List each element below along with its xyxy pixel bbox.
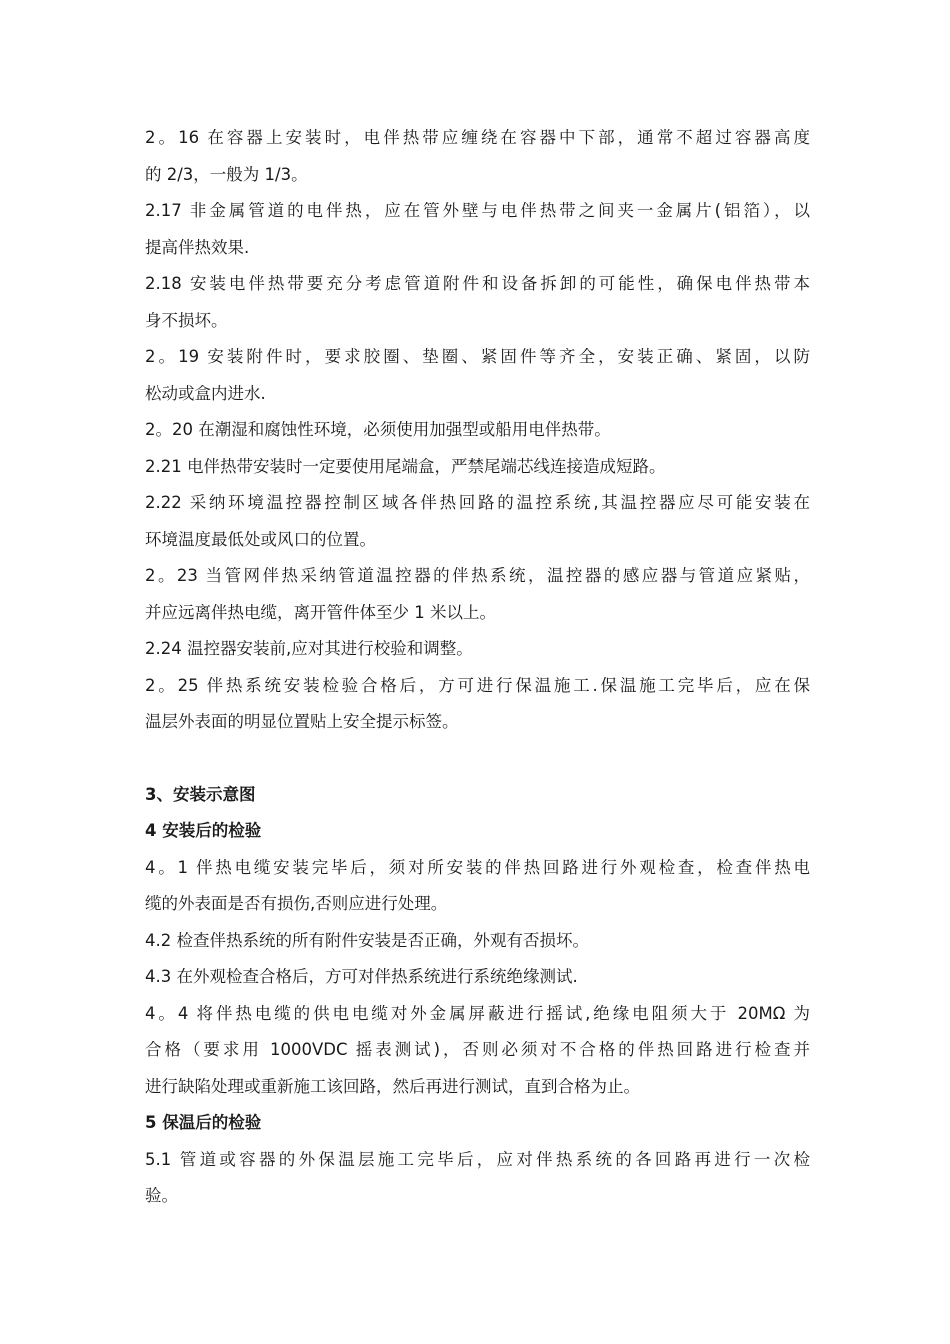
paragraph-4-1 [145,850,810,923]
paragraph-2-24 [145,631,810,668]
paragraph-2-21 [145,449,810,486]
paragraph-2-23 [145,558,810,631]
text-line: 4。1 伴热电缆安装完毕后，须对所安装的伴热回路进行外观检查，检查伴热电 [145,857,810,877]
paragraph-2-22 [145,485,810,558]
text-line: 松动或盒内进水. [145,383,266,403]
text-line: 身不损坏。 [145,310,228,330]
paragraph-2-16 [145,120,810,193]
text-line: 5.1 管道或容器的外保温层施工完毕后，应对伴热系统的各回路再进行一次检 [145,1149,810,1169]
paragraph-4-4 [145,996,810,1106]
paragraph-2-17 [145,193,810,266]
text-line: 2.18 安装电伴热带要充分考虑管道附件和设备拆卸的可能性，确保电伴热带本 [145,274,810,293]
blank-line [145,741,810,777]
text-line: 并应远离伴热电缆，离开管件体至少 1 米以上。 [145,602,496,622]
document-body [145,120,810,1215]
text-line: 合格（要求用 1000VDC 摇表测试)，否则必须对不合格的伴热回路进行检查并 [145,1040,810,1059]
text-line: 2.17 非金属管道的电伴热，应在管外壁与电伴热带之间夹一金属片(铝箔），以 [145,201,810,220]
text-line: 2。20 在潮湿和腐蚀性环境，必须使用加强型或船用电伴热带。 [145,420,611,439]
text-line: 4。4 将伴热电缆的供电电缆对外金属屏蔽进行摇试,绝缘电阻须大于 20MΩ 为 [145,1003,810,1023]
text-line: 验。 [145,1186,178,1205]
text-line: 2。23 当管网伴热采纳管道温控器的伴热系统，温控器的感应器与管道应紧贴， [145,566,810,585]
paragraph-2-19 [145,339,810,412]
text-line: 提高伴热效果. [145,237,250,257]
text-line: 进行缺陷处理或重新施工该回路，然后再进行测试，直到合格为止。 [145,1076,640,1096]
section-3-heading: 3、安装示意图 [145,784,256,804]
paragraph-2-25 [145,668,810,741]
text-line: 2.24 温控器安装前,应对其进行校验和调整。 [145,639,473,658]
text-line: 4.3 在外观检查合格后，方可对伴热系统进行系统绝缘测试. [145,967,578,986]
section-5-heading: 5 保温后的检验 [145,1113,262,1132]
text-line: 缆的外表面是否有损伤,否则应进行处理。 [145,894,448,913]
paragraph-4-2 [145,923,810,960]
section-4-heading: 4 安装后的检验 [145,821,262,840]
text-line: 2.21 电伴热带安装时一定要使用尾端盒，严禁尾端芯线连接造成短路。 [145,456,666,476]
paragraph-2-20 [145,412,810,449]
text-line: 温层外表面的明显位置贴上安全提示标签。 [145,712,459,731]
text-line: 的 2/3，一般为 1/3。 [145,164,308,184]
text-line: 2。16 在容器上安装时，电伴热带应缠绕在容器中下部，通常不超过容器高度 [145,128,810,147]
paragraph-5-1 [145,1142,810,1215]
text-line: 2.22 采纳环境温控器控制区域各伴热回路的温控系统,其温控器应尽可能安装在 [145,493,810,512]
paragraph-4-3 [145,959,810,996]
text-line: 2。19 安装附件时，要求胶圈、垫圈、紧固件等齐全，安装正确、紧固，以防 [145,347,810,366]
text-line: 环境温度最低处或风口的位置。 [145,529,376,549]
paragraph-2-18 [145,266,810,339]
text-line: 4.2 检查伴热系统的所有附件安装是否正确，外观有否损坏。 [145,930,589,950]
text-line: 2。25 伴热系统安装检验合格后，方可进行保温施工.保温施工完毕后，应在保 [145,675,810,695]
